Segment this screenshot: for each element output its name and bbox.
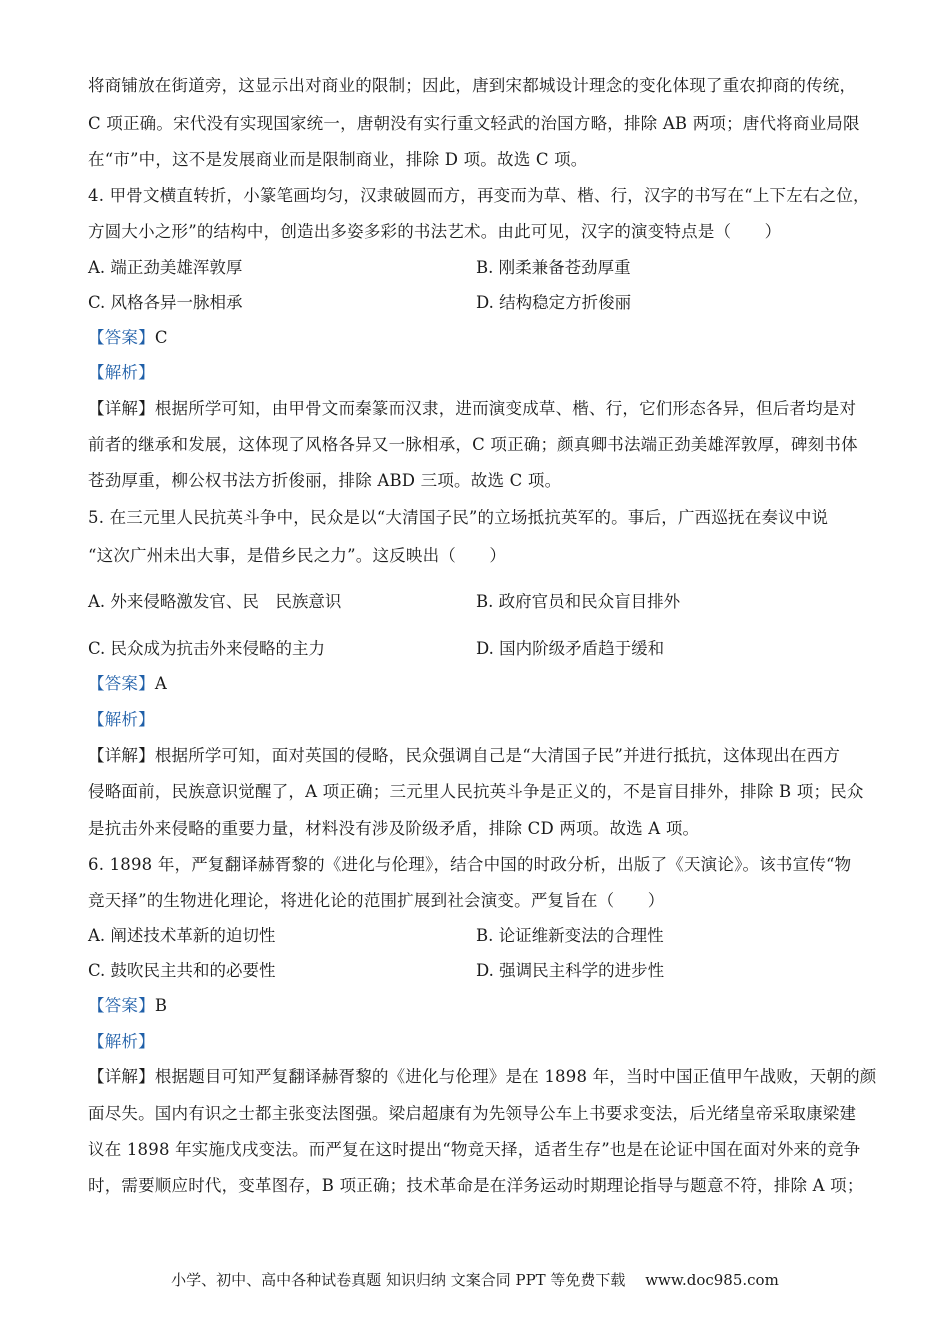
q4-stem-line-2: 方圆大小之形”的结构中，创造出多姿多彩的书法艺术。由此可见，汉字的演变特点是（ ） xyxy=(88,222,782,241)
q6-detail-label: 【详解】 xyxy=(88,1067,155,1086)
q4-option-d: D. 结构稳定方折俊丽 xyxy=(476,293,632,312)
q4-option-a: A. 端正劲美雄浑敦厚 xyxy=(88,258,243,277)
q6-option-a: A. 阐述技术革新的迫切性 xyxy=(88,926,276,945)
q5-option-c: C. 民众成为抗击外来侵略的主力 xyxy=(88,639,326,658)
q4-option-b: B. 刚柔兼备苍劲厚重 xyxy=(476,258,631,277)
q6-detail-text-1: 根据题目可知严复翻译赫胥黎的《进化与伦理》是在 1898 年，当时中国正值甲午战败，天朝的颜 xyxy=(154,1067,877,1086)
q4-detail-line-2: 前者的继承和发展，这体现了风格各异又一脉相承，C 项正确；颜真卿书法端正劲美雄浑敦厚，碑刻书体 xyxy=(88,435,858,454)
q6-detail-line-3: 议在 1898 年实施戊戌变法。而严复在这时提出“物竞天择，适者生存”也是在论证中国在面对外来的竞争 xyxy=(88,1140,861,1159)
q4-analysis xyxy=(88,362,868,384)
q5-option-d: D. 国内阶级矛盾趋于缓和 xyxy=(476,639,665,658)
q6-analysis xyxy=(88,1031,868,1053)
q4-option-c: C. 风格各异一脉相承 xyxy=(88,293,243,312)
q4-answer-value: C xyxy=(154,328,168,347)
q6-option-c: C. 鼓吹民主共和的必要性 xyxy=(88,961,276,980)
q5-analysis-label: 【解析】 xyxy=(88,710,155,729)
q5-detail-text-1: 根据所学可知，面对英国的侵略，民众强调自己是“大清国子民”并进行抵抗，这体现出在西方 xyxy=(154,746,841,765)
q6-analysis-label: 【解析】 xyxy=(88,1032,155,1051)
page-footer: 小学、初中、高中各种试卷真题 知识归纳 文案合同 PPT 等免费下载 www.doc985.com xyxy=(171,1271,779,1289)
q6-detail-line-1 xyxy=(88,1066,877,1088)
q3-detail-line-1: 将商铺放在街道旁，这显示出对商业的限制；因此，唐到宋都城设计理念的变化体现了重农抑商的传统， xyxy=(88,76,857,95)
q4-answer xyxy=(88,327,868,349)
q6-option-b: B. 论证维新变法的合理性 xyxy=(476,926,664,945)
q6-answer-label: 【答案】 xyxy=(88,996,155,1015)
q6-stem-line-2: 竞天择”的生物进化理论，将进化论的范围扩展到社会演变。严复旨在（ ） xyxy=(88,891,665,910)
q6-answer-value: B xyxy=(154,996,168,1015)
q5-answer-label: 【答案】 xyxy=(88,674,155,693)
q5-detail-line-1 xyxy=(88,745,868,767)
q6-answer xyxy=(88,995,868,1017)
q5-analysis xyxy=(88,709,868,731)
q5-detail-line-2: 侵略面前，民族意识觉醒了，A 项正确；三元里人民抗英斗争是正义的，不是盲目排外，排除 B 项；民众 xyxy=(88,782,864,801)
q5-option-b: B. 政府官员和民众盲目排外 xyxy=(476,592,681,611)
q6-detail-line-4: 时，需要顺应时代，变革图存，B 项正确；技术革命是在洋务运动时期理论指导与题意不符，排除 A 项； xyxy=(88,1176,864,1195)
q4-detail-line-1 xyxy=(88,398,868,420)
q5-stem-line-2: “这次广州未出大事，是借乡民之力”。这反映出（ ） xyxy=(88,546,507,565)
q4-detail-text-1: 根据所学可知，由甲骨文而秦篆而汉隶，进而演变成草、楷、行，它们形态各异，但后者均是对 xyxy=(154,399,857,418)
q5-detail-line-3: 是抗击外来侵略的重要力量，材料没有涉及阶级矛盾，排除 CD 两项。故选 A 项。 xyxy=(88,819,700,838)
q4-analysis-label: 【解析】 xyxy=(88,363,155,382)
q5-answer xyxy=(88,673,868,695)
q6-detail-line-2: 面尽失。国内有识之士都主张变法图强。梁启超康有为先领导公车上书要求变法，后光绪皇帝采取康梁建 xyxy=(88,1104,857,1123)
q4-detail-label: 【详解】 xyxy=(88,399,155,418)
q6-option-d: D. 强调民主科学的进步性 xyxy=(476,961,665,980)
q5-answer-value: A xyxy=(154,674,167,693)
q4-answer-label: 【答案】 xyxy=(88,328,155,347)
q4-detail-line-3: 苍劲厚重，柳公权书法方折俊丽，排除 ABD 三项。故选 C 项。 xyxy=(88,471,562,490)
q3-detail-line-3: 在“市”中，这不是发展商业而是限制商业，排除 D 项。故选 C 项。 xyxy=(88,150,588,169)
q5-detail-label: 【详解】 xyxy=(88,746,155,765)
q3-detail-line-2: C 项正确。宋代没有实现国家统一，唐朝没有实行重文轻武的治国方略，排除 AB 两项；唐代将商业局限 xyxy=(88,114,860,133)
q5-option-a: A. 外来侵略激发官、民 民族意识 xyxy=(88,592,342,611)
q6-stem-line-1: 6. 1898 年，严复翻译赫胥黎的《进化与伦理》，结合中国的时政分析，出版了《天演论》。该书宣传“物 xyxy=(88,855,852,874)
q5-stem-line-1: 5. 在三元里人民抗英斗争中，民众是以“大清国子民”的立场抵抗英军的。事后，广西巡抚在奏议中说 xyxy=(88,508,829,527)
q4-stem-line-1: 4. 甲骨文横直转折，小篆笔画均匀，汉隶破圆而方，再变而为草、楷、行，汉字的书写在“上下左右之位， xyxy=(88,186,870,205)
